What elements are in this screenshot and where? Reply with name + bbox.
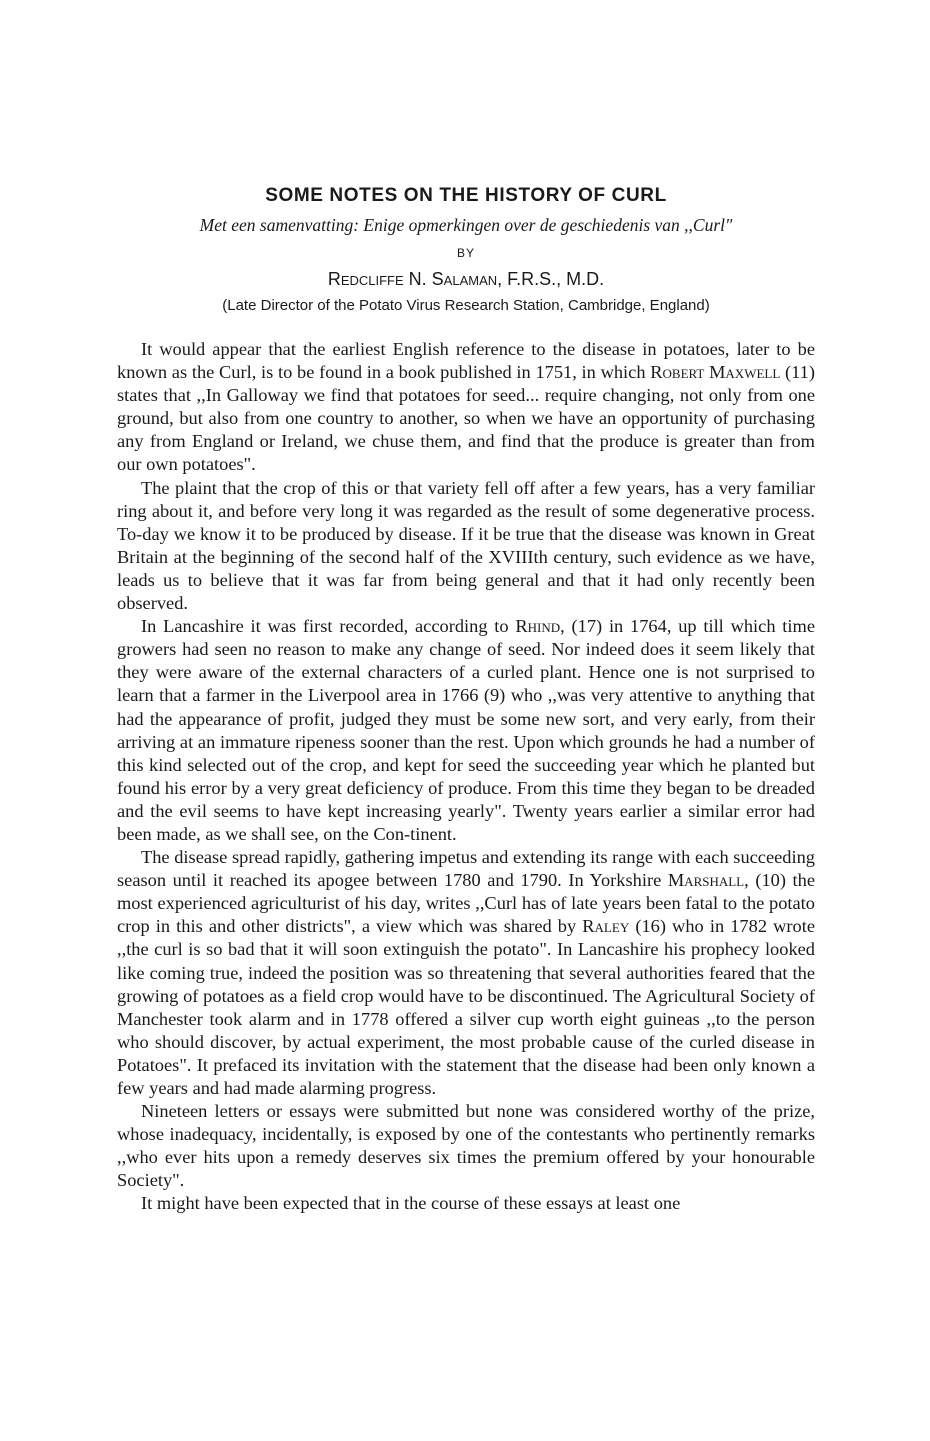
author-name: Redcliffe N. Salaman [327, 269, 498, 289]
author-credentials: , F.R.S., M.D. [497, 269, 605, 289]
paragraph-5: Nineteen letters or essays were submitted but none was considered worthy of the prize, whose inadequacy, incidentally, is exposed by one of the contestants who pertinently remarks ,,who ever hits upon a remedy deserves six times the premium offered by your honourable Society". [117, 1101, 815, 1191]
paragraph-6: It might have been expected that in the course of these essays at least one [141, 1193, 681, 1214]
cited-author-raley: Raley [582, 916, 630, 937]
paragraph-4-text-c: (16) who in 1782 wrote ,,the curl is so bad that it will soon extinguish the potato". In Lancashire his prophecy looked like coming true, indeed the position was so threatening that several authorities feared that the growing of potatoes as a field crop would have to be discontinued. The Agricultural Society of Manchester took alarm and in 1778 offered a silver cup worth eight guineas ,,to the person who should discover, by actual experiment, the most probable cause of the curled disease in Potatoes". It prefaced its invitation with the statement that the disease had been only known a few years and had made alarming progress. [117, 916, 815, 1098]
paper-page [117, 180, 815, 1216]
cited-author-maxwell: Robert Maxwell [650, 362, 781, 383]
cited-author-rhind: Rhind [515, 616, 561, 637]
paragraph-3-text-a: In Lancashire it was first recorded, according to [141, 616, 516, 637]
byline-label: BY [456, 246, 475, 260]
paragraph-4-text-a: The disease spread rapidly, gathering impetus and extending its range with each succeeding season until it reached its apogee between 1780 and 1790. In Yorkshire [117, 847, 815, 891]
paragraph-4 [117, 846, 815, 1100]
paper-subtitle: Met een samenvatting: Enige opmerkingen over de geschiedenis van ,,Curl" [199, 215, 733, 235]
paragraph-4-text-b: , (10) the most experienced agriculturist of his day, writes ,,Curl has of late years been fatal to the potato crop in this and other districts", a view which was shared by [117, 870, 815, 937]
paragraph-1-text-a: It would appear that the earliest English reference to the disease in potatoes, later to be known as the Curl, is to be found in a book published in 1751, in which [117, 339, 815, 383]
paragraph-1 [117, 338, 815, 477]
paragraph-3-text-b: , (17) in 1764, up till which time growers had seen no reason to make any change of seed. Nor indeed does it seem likely that they were aware of the external characters of a curled plant. Hence one is not surprised to learn that a farmer in the Liverpool area in 1766 (9) who ,,was very attentive to anything that had the appearance of profit, judged they must be some new sort, and very early, from their arriving at an immature ripeness sooner than the rest. Upon which grounds he had a number of this kind selected out of the crop, and kept for seed the succeeding year which he planted but found his error by a very great deficiency of produce. From this time they began to be dreaded and the evil seems to have kept increasing yearly". Twenty years earlier a similar error had been made, as we shall see, on the Con-tinent. [117, 616, 815, 844]
author-affiliation: (Late Director of the Potato Virus Research Station, Cambridge, England) [222, 297, 710, 314]
cited-author-marshall: Marshall [667, 870, 745, 891]
paragraph-1-text-b: (11) states that ,,In Galloway we find that potatoes for seed... require changing, not only from one ground, but also from one country to another, so when we have an opportunity of purchasing any from England or Ireland, we chuse them, and find that the produce is greater than from our own potatoes". [117, 362, 815, 475]
paragraph-2: The plaint that the crop of this or that variety fell off after a few years, has a very familiar ring about it, and before very long it was regarded as the result of some degenerative process. To-day we know it to be produced by disease. If it be true that the disease was known in Great Britain at the beginning of the second half of the XVIIIth century, such evidence as we have, leads us to believe that it was far from being general and that it had only recently been observed. [117, 477, 815, 614]
paper-title: SOME NOTES ON THE HISTORY OF CURL [265, 185, 667, 206]
paper-body [117, 338, 815, 1216]
paragraph-3 [117, 615, 815, 846]
author-line [117, 266, 815, 292]
